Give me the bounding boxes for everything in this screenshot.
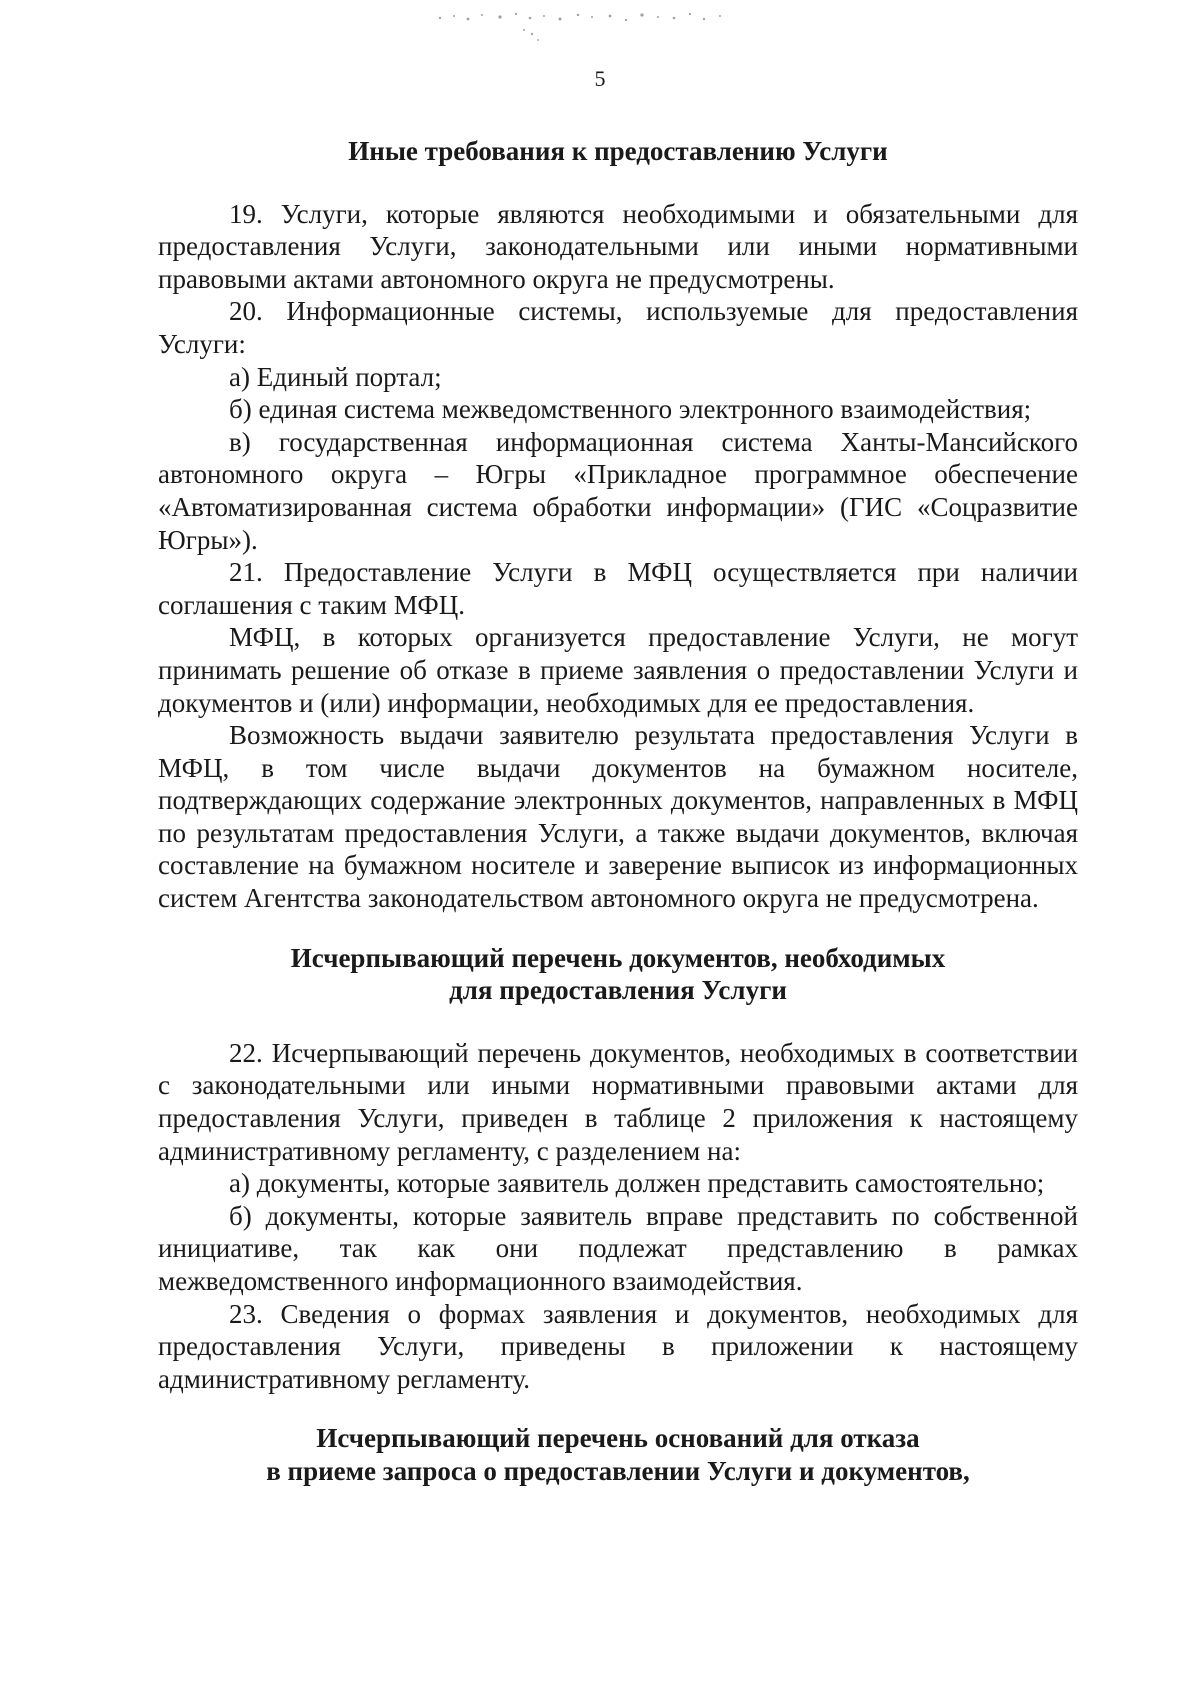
list-item-a-self: а) документы, которые заявитель должен представить самостоятельно; [229,1168,1045,1199]
section-heading-refusal-grounds [158,1422,1078,1487]
document-body [158,135,1078,1488]
section-heading-documents-list [158,942,1078,1007]
list-item-b-initiative: б) документы, которые заявитель вправе представить по собственной инициативе, так как они подлежат представлению в рамках межведомственного информационного взаимодействия. [158,1200,1078,1296]
heading-line: в приеме запроса о предоставлении Услуги и документов, [266,1455,970,1486]
paragraph-22: 22. Исчерпывающий перечень документов, необходимых в соответствии с законодательными или иными нормативными правовыми актами для предоставления Услуги, приведен в таблице 2 приложения к настоящему административному регламенту, с разделением на: [158,1037,1078,1166]
paragraph-21: 21. Предоставление Услуги в МФЦ осуществляется при наличии соглашения с таким МФЦ. [158,557,1078,620]
page-number: 5 [594,66,606,91]
paragraph-mfc-issuance: Возможность выдачи заявителю результата предоставления Услуги в МФЦ, в том числе выдачи документов на бумажном носителе, подтверждающих содержание электронных документов, направленных в МФЦ по результатам предоставления Услуги, а также выдачи документов, включая составление на бумажном носителе и заверение выписок из информационных систем Агентства законодательством автономного округа не предусмотрена. [158,720,1078,914]
scan-noise-mark [420,4,760,46]
paragraph-19: 19. Услуги, которые являются необходимыми и обязательными для предоставления Услуги, законодательными или иными нормативными правовыми актами автономного округа не предусмотрены. [158,198,1078,294]
heading-line: Исчерпывающий перечень оснований для отказа [316,1423,920,1454]
list-item-b-smev: б) единая система межведомственного электронного взаимодействия; [229,394,1032,425]
list-item-c-gis: в) государственная информационная система Ханты-Мансийского автономного округа – Югры «Прикладное программное обеспечение «Автоматизированная система обработки информации» (ГИС «Соцразвитие Югры»). [158,426,1078,555]
paragraph-23: 23. Сведения о формах заявления и документов, необходимых для предоставления Услуги, приведены в приложении к настоящему административному регламенту. [158,1298,1078,1394]
heading-line: Исчерпывающий перечень документов, необходимых [290,942,946,973]
heading-line: для предоставления Услуги [449,975,787,1006]
list-item-a-portal: а) Единый портал; [229,361,442,392]
paragraph-20: 20. Информационные системы, используемые для предоставления Услуги: [158,296,1078,359]
paragraph-mfc-refusal: МФЦ, в которых организуется предоставление Услуги, не могут принимать решение об отказе в приеме заявления о предоставлении Услуги и документов и (или) информации, необходимых для ее предоставления. [158,622,1078,718]
section-heading-other-requirements: Иные требования к предоставлению Услуги [348,136,888,166]
